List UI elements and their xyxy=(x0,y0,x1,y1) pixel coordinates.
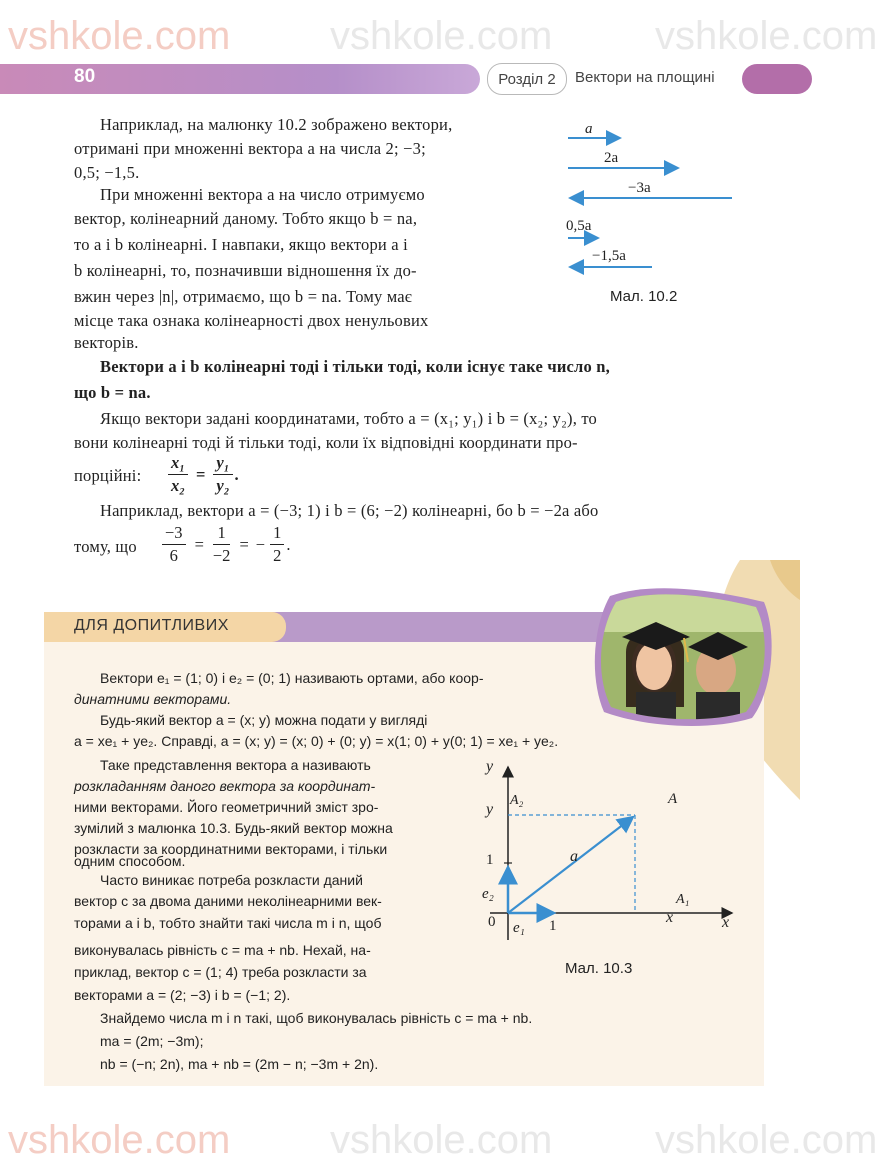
fig102-label-minus3a: −3a xyxy=(628,180,651,196)
chapter-label: Розділ 2 xyxy=(487,63,567,95)
fig102-label-2a: 2a xyxy=(604,150,619,166)
page-number: 80 xyxy=(74,66,96,87)
proportion-formula: $\frac{\text{x₁}}{\text{x₂}}$ = $\frac{\text{y₁}}{\text{y₂}}$ . xyxy=(166,452,239,497)
figure-10-2 xyxy=(560,115,750,305)
sidebar-band xyxy=(270,612,630,642)
fig103-y-axis-label: y xyxy=(486,758,494,775)
fraction-numerator: x₁ xyxy=(168,452,188,475)
fig103-vector-a-label: a xyxy=(570,848,578,865)
fraction-denominator: −2 xyxy=(212,546,231,565)
fraction-numerator: 1 xyxy=(213,522,231,545)
fraction-denominator: 6 xyxy=(169,546,178,565)
sidebar-line: торами a і b, тобто знайти такі числа m і n, щоб xyxy=(74,915,382,931)
fig103-point-A2: A₂ xyxy=(510,793,524,808)
fig102-label-a: a xyxy=(585,121,593,137)
header-band xyxy=(0,64,480,94)
intro-line: отримані при множенні вектора a на числа 2; −3; xyxy=(74,139,426,158)
example-line: Наприклад, вектори a = (−3; 1) і b = (6; −2) колінеарні, бо b = −2a або xyxy=(100,501,599,520)
example-formula: $\frac{-3}{6}$ = $\frac{1}{-2}$ = − $\frac{1}{2}$ . xyxy=(160,522,290,567)
fig103-one-y: 1 xyxy=(486,852,494,868)
coords-line: порційні: xyxy=(74,466,142,485)
watermark: vshkole.com xyxy=(655,1118,877,1162)
sidebar-line: ma = (2m; −3m); xyxy=(100,1033,204,1049)
example-line: тому, що xyxy=(74,537,137,556)
intro-line: b колінеарні, то, позначивши відношення їх до- xyxy=(74,261,417,280)
sidebar-line: Будь-який вектор a = (x; y) можна подати у вигляді xyxy=(100,712,428,728)
intro-line: 0,5; −1,5. xyxy=(74,163,140,182)
intro-line: то a і b колінеарні. І навпаки, якщо вектори a і xyxy=(74,235,408,254)
watermark: vshkole.com xyxy=(330,14,553,58)
figure-10-3 xyxy=(470,755,750,945)
theorem-line: що b = na. xyxy=(74,383,151,402)
header-decoration xyxy=(742,64,812,94)
fig103-point-A: A xyxy=(668,791,678,807)
intro-line: Наприклад, на малюнку 10.2 зображено вектори, xyxy=(100,115,453,134)
intro-line: вжин через |n|, отримаємо, що b = na. Тому має xyxy=(74,287,413,306)
sidebar-line: ними векторами. Його геометричний зміст зро- xyxy=(74,799,379,815)
intro-line: векторів. xyxy=(74,333,139,352)
sidebar-line: Таке представлення вектора a називають xyxy=(100,757,371,773)
watermark: vshkole.com xyxy=(330,1118,553,1162)
watermark: vshkole.com xyxy=(655,14,877,58)
coords-line: Якщо вектори задані координатами, тобто a = (x₁; y₁) і b = (x₂; y₂), то xyxy=(100,409,598,428)
sidebar-line: a = xe₁ + ye₂. Справді, a = (x; y) = (x; 0) + (0; y) = x(1; 0) + y(0; 1) = xe₁ + ye₂. xyxy=(74,733,559,749)
sidebar-line: виконувалась рівність c = ma + nb. Нехай, на- xyxy=(74,942,371,958)
fraction-denominator: y₂ xyxy=(216,476,230,495)
sidebar-line: динатними векторами. xyxy=(74,691,232,707)
sidebar-line: зумілий з малюнка 10.3. Будь-який вектор можна xyxy=(74,820,393,836)
sidebar-line: вектор c за двома даними неколінеарними век- xyxy=(74,893,382,909)
fig103-vector-e2-label: e₂ xyxy=(482,886,494,902)
intro-line: вектор, колінеарний даному. Тобто якщо b = na, xyxy=(74,209,418,228)
fig103-origin: 0 xyxy=(488,914,496,930)
fig102-label-minus1_5a: −1,5a xyxy=(592,248,626,264)
fig103-x-axis-label: x xyxy=(722,914,730,931)
sidebar-line: приклад, вектор c = (1; 4) треба розкласти за xyxy=(74,964,367,980)
fig103-one-x: 1 xyxy=(549,918,557,934)
chapter-title: Вектори на площині xyxy=(575,69,715,86)
sidebar-line: векторами a = (2; −3) і b = (−1; 2). xyxy=(74,987,291,1003)
coords-line: вони колінеарні тоді й тільки тоді, коли їх відповідні координати про- xyxy=(74,433,578,452)
sidebar-line: nb = (−n; 2n), ma + nb = (2m − n; −3m + 2n). xyxy=(100,1056,379,1072)
fraction-denominator: 2 xyxy=(273,546,282,565)
sidebar-line: Знайдемо числа m і n такі, щоб виконувалась рівність c = ma + nb. xyxy=(100,1010,533,1026)
fig102-caption: Мал. 10.2 xyxy=(610,288,678,305)
sidebar-line: Вектори e₁ = (1; 0) і e₂ = (0; 1) називають ортами, або коор- xyxy=(100,670,484,686)
sidebar-line: розкласти за координатними векторами, і тільки xyxy=(74,841,388,857)
fig103-vector-e1-label: e₁ xyxy=(513,920,525,936)
sidebar-line: розкладанням даного вектора за координат- xyxy=(74,778,376,794)
theorem-line: Вектори a і b колінеарні тоді і тільки тоді, коли існує таке число n, xyxy=(100,357,610,376)
students-photo xyxy=(596,592,766,722)
fraction-denominator: x₂ xyxy=(171,476,186,495)
fig103-x-label: x xyxy=(666,909,674,926)
watermark: vshkole.com xyxy=(8,14,231,58)
fraction-numerator: −3 xyxy=(162,522,186,545)
sidebar-title: ДЛЯ ДОПИТЛИВИХ xyxy=(74,617,229,634)
minus-sign: − xyxy=(255,534,266,554)
watermark: vshkole.com xyxy=(8,1118,231,1162)
fraction-numerator: 1 xyxy=(270,522,284,545)
fig103-point-A1: A₁ xyxy=(676,892,690,907)
intro-line: місце така ознака колінеарності двох ненульових xyxy=(74,311,429,330)
sidebar-line: одним способом. xyxy=(74,853,186,869)
fig103-caption: Мал. 10.3 xyxy=(565,960,633,977)
fraction-numerator: y₁ xyxy=(213,452,232,475)
fig102-label-half-a: 0,5a xyxy=(566,218,592,234)
intro-line: При множенні вектора a на число отримуємо xyxy=(100,185,425,204)
sidebar-line: Часто виникає потреба розкласти даний xyxy=(100,872,363,888)
fig103-y-label: y xyxy=(486,801,494,818)
